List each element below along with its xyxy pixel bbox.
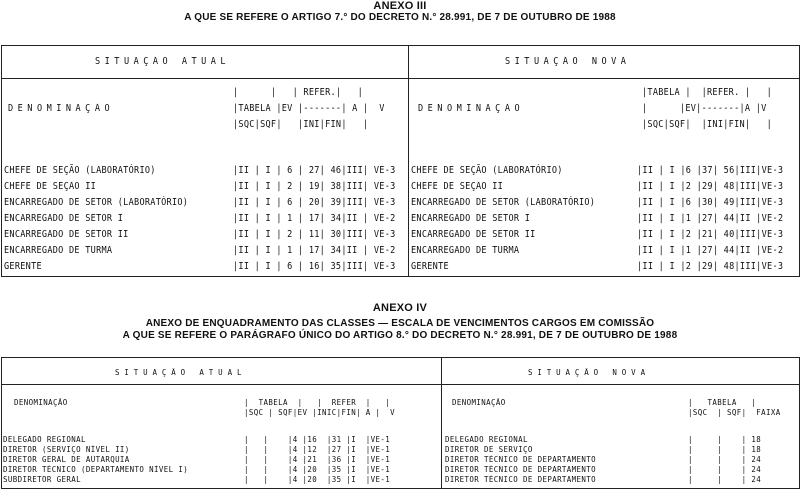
anexo3-left-row-name: ENCARREGADO DE SETOR II <box>4 229 129 240</box>
anexo4-left-denominacao: DENOMINAÇÃO <box>14 398 68 407</box>
anexo4-right-header-line1: | TABELA | <box>688 398 757 407</box>
anexo4-right-row-name: DELEGADO REGIONAL <box>445 435 528 444</box>
anexo3-left-denominacao: DENOMINAÇÃO <box>8 103 115 114</box>
anexo4-right-row-values: | | | 18 <box>688 445 762 454</box>
anexo4-column-divider <box>441 357 442 489</box>
anexo4-subheading-1: ANEXO DE ENQUADRAMENTO DAS CLASSES — ESCALA DE VENCIMENTOS CARGOS EM COMISSÃO <box>145 318 655 329</box>
anexo3-left-row-name: ENCARREGADO DE TURMA <box>4 245 113 256</box>
anexo4-left-row-name: DIRETOR GERAL DE AUTARQUIA <box>3 455 130 464</box>
anexo3-right-row-values: |II | I |2 |29| 48|III|VE-3 <box>637 261 784 272</box>
anexo4-left-row-name: SUBDIRETOR GERAL <box>3 475 81 484</box>
anexo3-left-row-values: |II | I | 1 | 17| 34|II | VE-2 <box>233 245 396 256</box>
anexo4-left-row-values: | | |4 |21 |36 |I |VE-1 <box>244 455 391 464</box>
anexo3-right-row-name: GERENTE <box>411 261 449 272</box>
anexo3-right-row-values: |II | I |2 |21| 40|III|VE-3 <box>637 229 784 240</box>
anexo4-subheading-2: A QUE SE REFERE O PARÁGRAFO ÚNICO DO ARTIGO 8.° DO DECRETO N.° 28.991, DE 7 DE OUTUBRO DE 1988 <box>122 330 678 341</box>
anexo4-header-divider <box>1 384 800 385</box>
anexo3-right-row-name: ENCARREGADO DE TURMA <box>411 245 520 256</box>
anexo4-right-row-name: DIRETOR TÉCNICO DE DEPARTAMENTO <box>445 475 597 484</box>
anexo3-left-header-line1: | | | REFER.| | <box>233 87 364 98</box>
anexo3-right-row-values: |II | I |1 |27| 44|II |VE-2 <box>637 245 784 256</box>
anexo4-left-row-name: DIRETOR (SERVIÇO NÍVEL II) <box>3 445 130 454</box>
anexo3-right-row-name: ENCARREGADO DE SETOR II <box>411 229 536 240</box>
anexo3-subheading: A QUE SE REFERE O ARTIGO 7.° DO DECRETO N.° 28.991, DE 7 DE OUTUBRO DE 1988 <box>184 12 616 23</box>
anexo3-left-row-name: ENCARREGADO DE SETOR (LABORATÓRIO) <box>4 197 189 208</box>
anexo3-column-divider <box>408 45 409 277</box>
anexo3-right-row-name: CHEFE DE SEÇÃO II <box>411 181 504 192</box>
anexo4-left-header-line1: | TABELA | | REFER | | <box>244 398 391 407</box>
anexo4-right-row-name: DIRETOR DE SERVIÇO <box>445 445 533 454</box>
anexo4-left-row-values: | | |4 |16 |31 |I |VE-1 <box>244 435 391 444</box>
anexo3-right-row-name: ENCARREGADO DE SETOR I <box>411 213 531 224</box>
anexo3-heading: ANEXO III <box>373 0 427 12</box>
anexo3-left-header-line2: |TABELA |EV |-------| A | V <box>233 103 385 114</box>
anexo4-right-row-values: | | | 18 <box>688 435 762 444</box>
anexo3-left-row-name: ENCARREGADO DE SETOR I <box>4 213 124 224</box>
anexo3-right-denominacao: DENOMINAÇÃO <box>418 103 525 114</box>
anexo3-left-row-name: CHEFE DE SEÇÃO (LABORATÓRIO) <box>4 165 156 176</box>
anexo4-right-denominacao: DENOMINAÇÃO <box>452 398 506 407</box>
anexo3-right-header-line2: | |EV|-------|A |V <box>642 103 767 114</box>
anexo3-table <box>1 45 800 277</box>
anexo4-left-row-name: DIRETOR TÉCNICO (DEPARTAMENTO NÍVEL I) <box>3 465 189 474</box>
anexo3-right-row-values: |II | I |1 |27| 44|II |VE-2 <box>637 213 784 224</box>
anexo3-left-row-name: CHEFE DE SEÇÃO II <box>4 181 97 192</box>
anexo3-left-row-name: GERENTE <box>4 261 42 272</box>
anexo3-left-row-values: |II | I | 2 | 19| 38|III| VE-3 <box>233 181 396 192</box>
anexo4-right-row-name: DIRETOR TÉCNICO DE DEPARTAMENTO <box>445 455 597 464</box>
anexo3-right-row-name: CHEFE DE SEÇÃO (LABORATÓRIO) <box>411 165 563 176</box>
anexo3-left-row-values: |II | I | 6 | 20| 39|III| VE-3 <box>233 197 396 208</box>
anexo4-left-row-values: | | |4 |20 |35 |I |VE-1 <box>244 465 391 474</box>
anexo3-right-row-values: |II | I |2 |29| 48|III|VE-3 <box>637 181 784 192</box>
anexo4-left-row-name: DELEGADO REGIONAL <box>3 435 86 444</box>
anexo3-situacao-nova: SITUAÇÃO NOVA <box>505 56 631 67</box>
anexo3-right-row-values: |II | I |6 |37| 56|III|VE-3 <box>637 165 784 176</box>
anexo4-situacao-atual: SITUAÇÃO ATUAL <box>115 368 247 377</box>
anexo3-right-header-line1: |TABELA | |REFER. | | <box>642 87 773 98</box>
anexo4-left-header-line2: |SQC | SQF|EV |INIC|FIN| A | V <box>244 408 396 417</box>
anexo3-left-row-values: |II | I | 2 | 11| 30|III| VE-3 <box>233 229 396 240</box>
anexo4-left-row-values: | | |4 |12 |27 |I |VE-1 <box>244 445 391 454</box>
anexo4-situacao-nova: SITUAÇÃO NOVA <box>528 368 650 377</box>
anexo4-right-header-line2: |SQC | SQF| FAIXA <box>688 408 781 417</box>
anexo4-right-row-name: DIRETOR TÉCNICO DE DEPARTAMENTO <box>445 465 597 474</box>
anexo4-right-row-values: | | | 24 <box>688 465 762 474</box>
anexo3-left-row-values: |II | I | 6 | 27| 46|III| VE-3 <box>233 165 396 176</box>
anexo3-left-header-line3: |SQC|SQF| |INI|FIN| | <box>233 119 369 130</box>
anexo3-situacao-atual: SITUAÇÃO ATUAL <box>95 56 231 67</box>
anexo3-right-row-name: ENCARREGADO DE SETOR (LABORATÓRIO) <box>411 197 596 208</box>
anexo3-left-row-values: |II | I | 1 | 17| 34|II | VE-2 <box>233 213 396 224</box>
anexo4-left-row-values: | | |4 |20 |35 |I |VE-1 <box>244 475 391 484</box>
anexo4-right-row-values: | | | 24 <box>688 455 762 464</box>
anexo4-right-row-values: | | | 24 <box>688 475 762 484</box>
anexo3-left-row-values: |II | I | 6 | 16| 35|III| VE-3 <box>233 261 396 272</box>
anexo3-header-divider <box>1 78 800 79</box>
anexo3-right-row-values: |II | I |6 |30| 49|III|VE-3 <box>637 197 784 208</box>
anexo3-right-header-line3: |SQC|SQF| |INI|FIN| | <box>642 119 773 130</box>
anexo4-heading: ANEXO IV <box>372 302 428 314</box>
